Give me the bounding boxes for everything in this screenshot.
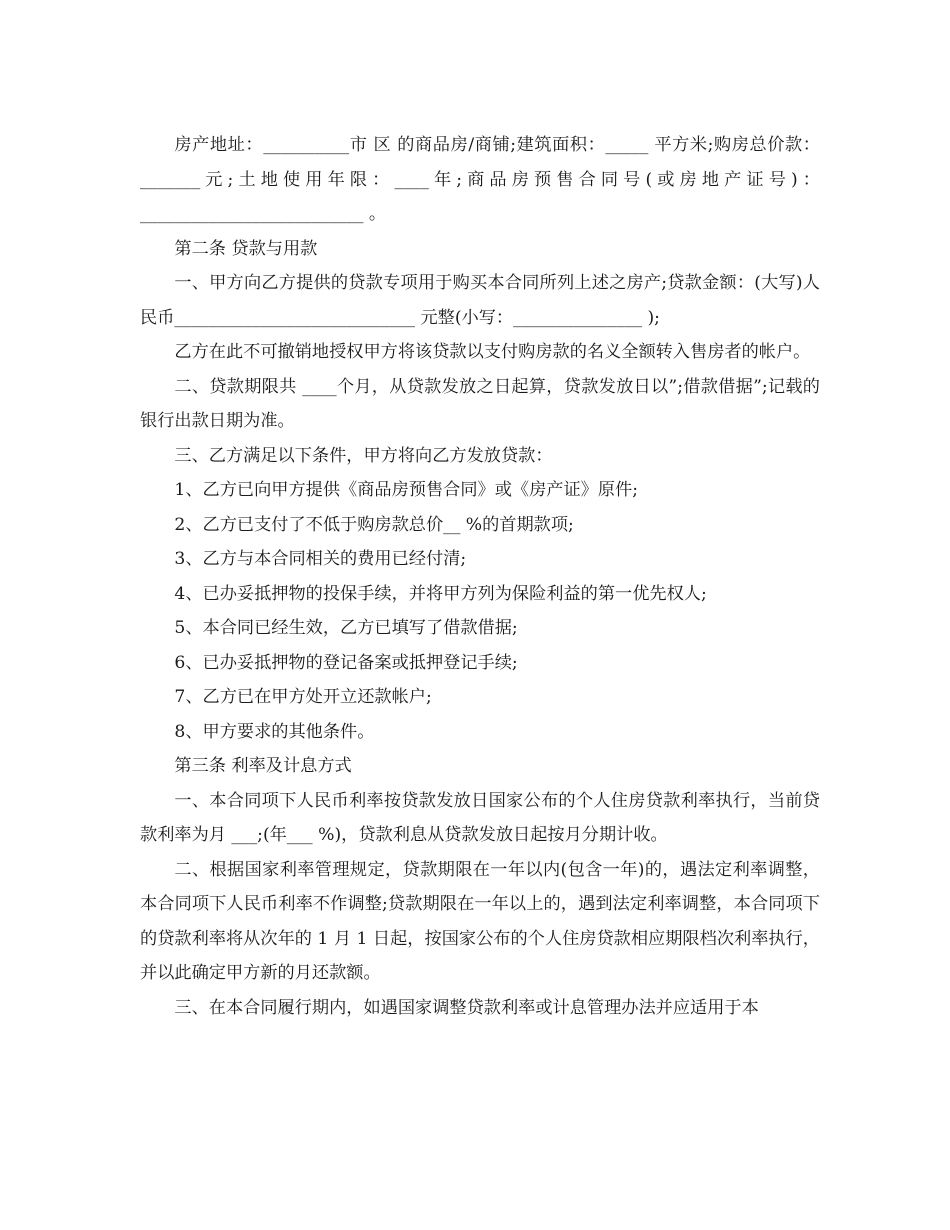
paragraph-authorization: 乙方在此不可撤销地授权甲方将该贷款以支付购房款的名义全额转入售房者的帐户。: [174, 342, 811, 362]
list-item: 3、乙方与本合同相关的费用已经付清;: [174, 549, 467, 569]
list-item: 2、乙方已支付了不低于购房款总价__ %的首期款项;: [174, 514, 574, 535]
list-item: 6、已办妥抵押物的登记备案或抵押登记手续;: [174, 652, 518, 673]
paragraph-conditions-intro: 三、乙方满足以下条件，甲方将向乙方发放贷款：: [174, 445, 553, 466]
paragraph-interest-rate: 一、本合同项下人民币利率按贷款发放日国家公布的个人住房贷款利率执行，当前贷款利率为月 ___;(年___ %)，贷款利息从贷款发放日起按月分期计收。: [140, 790, 820, 845]
list-item: 5、本合同已经生效，乙方已填写了借款借据;: [174, 618, 518, 638]
list-item: 4、已办妥抵押物的投保手续，并将甲方列为保险利益的第一优先权人;: [174, 583, 707, 604]
heading-article-2: 第二条 贷款与用款: [174, 238, 318, 259]
paragraph-loan-purpose: 一、甲方向乙方提供的贷款专项用于购买本合同所列上述之房产;贷款金额：(大写)人民币____________________________ 元整(小写：_______________ );: [140, 273, 820, 328]
paragraph-loan-term: 二、贷款期限共 ____个月，从贷款发放之日起算，贷款发放日以”;借款借据”;记载的银行出款日期为准。: [140, 376, 820, 431]
list-item: 8、甲方要求的其他条件。: [174, 721, 375, 742]
paragraph-property-address: 房产地址：__________市 区 的商品房/商铺;建筑面积：_____ 平方米;购房总价款：_______元;土地使用年限：____年;商品房预售合同号(或房地产证号)：__________________________ 。: [140, 135, 820, 224]
paragraph-rate-adjustment: 二、根据国家利率管理规定，贷款期限在一年以内(包含一年)的，遇法定利率调整，本合同项下人民币利率不作调整;贷款期限在一年以上的，遇到法定利率调整，本合同项下的贷款利率将从次年的 1 月 1 日起，按国家公布的个人住房贷款相应期限档次利率执行，并以此确定甲方新的月还款额。: [140, 859, 820, 983]
list-item: 7、乙方已在甲方处开立还款帐户;: [174, 687, 432, 707]
paragraph-rate-change: 三、在本合同履行期内，如遇国家调整贷款利率或计息管理办法并应适用于本: [174, 997, 759, 1018]
document-page: [140, 128, 820, 1025]
list-item: 1、乙方已向甲方提供《商品房预售合同》或《房产证》原件;: [174, 480, 638, 500]
heading-article-3: 第三条 利率及计息方式: [174, 756, 352, 776]
